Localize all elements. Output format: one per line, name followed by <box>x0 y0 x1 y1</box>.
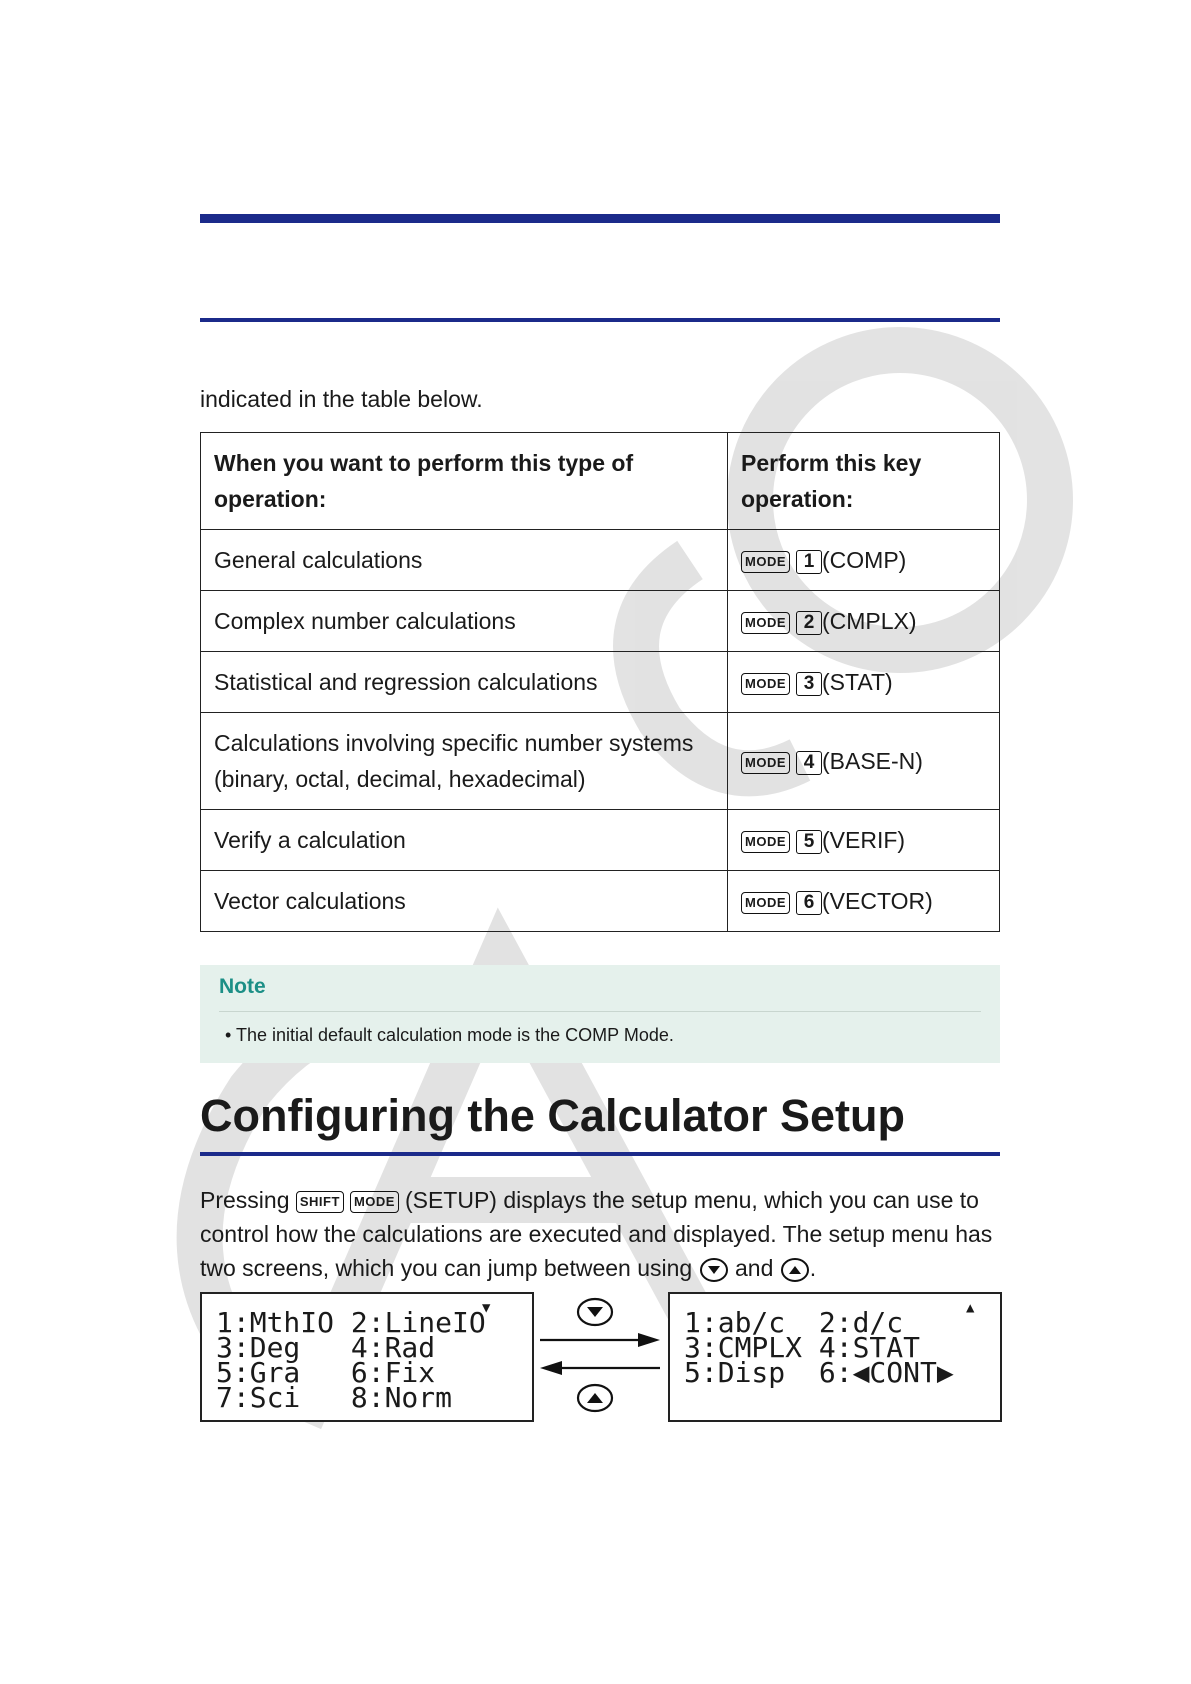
scroll-up-indicator: ▲ <box>966 1300 975 1316</box>
table-header-key: Perform this key operation: <box>728 433 1000 530</box>
table-row <box>201 810 1000 871</box>
note-divider <box>219 1011 981 1012</box>
operation-cell: General calculations <box>201 530 728 591</box>
mode-key-icon: MODE <box>741 892 790 914</box>
para-part-1: Pressing <box>200 1187 290 1213</box>
table-row <box>201 530 1000 591</box>
mode-table <box>200 432 1000 932</box>
screen-row: 5:Gra 6:Fix <box>216 1356 436 1389</box>
mode-key-icon: MODE <box>741 752 790 774</box>
shift-key-icon: SHIFT <box>296 1191 344 1213</box>
number-key-icon: 4 <box>796 751 822 775</box>
screen-navigation-arrows <box>535 1296 665 1416</box>
screen-row: 1:ab/c 2:d/c <box>684 1306 904 1339</box>
note-title: Note <box>219 975 266 998</box>
mode-label: (STAT) <box>822 669 893 695</box>
table-row <box>201 871 1000 932</box>
mode-label: (VERIF) <box>822 827 906 853</box>
scroll-down-indicator: ▼ <box>482 1300 491 1316</box>
operation-cell: Statistical and regression calculations <box>201 652 728 713</box>
header-rule-thin <box>200 318 1000 322</box>
mode-label: (CMPLX) <box>822 608 917 634</box>
para-part-2: (SETUP) displays the setup menu, which you can use to control how the calculations are executed and displayed. The setup menu has two screens, which you can jump between using <box>200 1187 993 1281</box>
key-cell <box>728 713 1000 810</box>
operation-cell: Calculations involving specific number systems (binary, octal, decimal, hexadecimal) <box>201 713 728 810</box>
mode-key-icon: MODE <box>741 673 790 695</box>
number-key-icon: 5 <box>796 830 822 854</box>
mode-label: (BASE-N) <box>822 748 923 774</box>
table-header-operation: When you want to perform this type of operation: <box>201 433 728 530</box>
left-arrow-icon <box>540 1361 660 1375</box>
key-cell <box>728 591 1000 652</box>
mode-key-icon: MODE <box>741 831 790 853</box>
down-arrow-key-icon <box>699 1257 729 1283</box>
up-arrow-key-icon <box>578 1385 612 1411</box>
section-heading: Configuring the Calculator Setup <box>200 1090 905 1141</box>
key-cell <box>728 871 1000 932</box>
key-cell <box>728 652 1000 713</box>
mode-key-icon: MODE <box>350 1191 399 1213</box>
table-row <box>201 713 1000 810</box>
table-row <box>201 591 1000 652</box>
setup-screen-2 <box>668 1292 1002 1422</box>
note-box <box>200 965 1000 1063</box>
screen-row: 7:Sci 8:Norm <box>216 1381 453 1414</box>
setup-screen-1 <box>200 1292 534 1422</box>
operation-cell: Verify a calculation <box>201 810 728 871</box>
operation-cell: Vector calculations <box>201 871 728 932</box>
section-heading-rule <box>200 1152 1000 1156</box>
screen-row: 3:Deg 4:Rad <box>216 1331 436 1364</box>
mode-label: (VECTOR) <box>822 888 933 914</box>
key-cell <box>728 530 1000 591</box>
note-text: • The initial default calculation mode is the COMP Mode. <box>225 1025 674 1045</box>
down-arrow-key-icon <box>578 1299 612 1325</box>
header-rule-thick <box>200 214 1000 223</box>
mode-label: (COMP) <box>822 547 907 573</box>
para-part-4: . <box>809 1255 817 1281</box>
number-key-icon: 2 <box>796 611 822 635</box>
setup-paragraph <box>200 1183 1020 1285</box>
screen-row: 3:CMPLX 4:STAT <box>684 1331 921 1364</box>
table-row <box>201 652 1000 713</box>
number-key-icon: 1 <box>796 550 822 574</box>
up-arrow-key-icon <box>780 1257 810 1283</box>
para-part-3: and <box>735 1255 774 1281</box>
number-key-icon: 6 <box>796 891 822 915</box>
right-arrow-icon <box>540 1333 660 1347</box>
screen-row: 1:MthIO 2:LineIO <box>216 1306 486 1339</box>
table-header-row <box>201 433 1000 530</box>
key-cell <box>728 810 1000 871</box>
mode-key-icon: MODE <box>741 551 790 573</box>
intro-text: indicated in the table below. <box>200 386 483 412</box>
screen-row: 5:Disp 6:◀CONT▶ <box>684 1356 954 1389</box>
operation-cell: Complex number calculations <box>201 591 728 652</box>
mode-key-icon: MODE <box>741 612 790 634</box>
number-key-icon: 3 <box>796 672 822 696</box>
